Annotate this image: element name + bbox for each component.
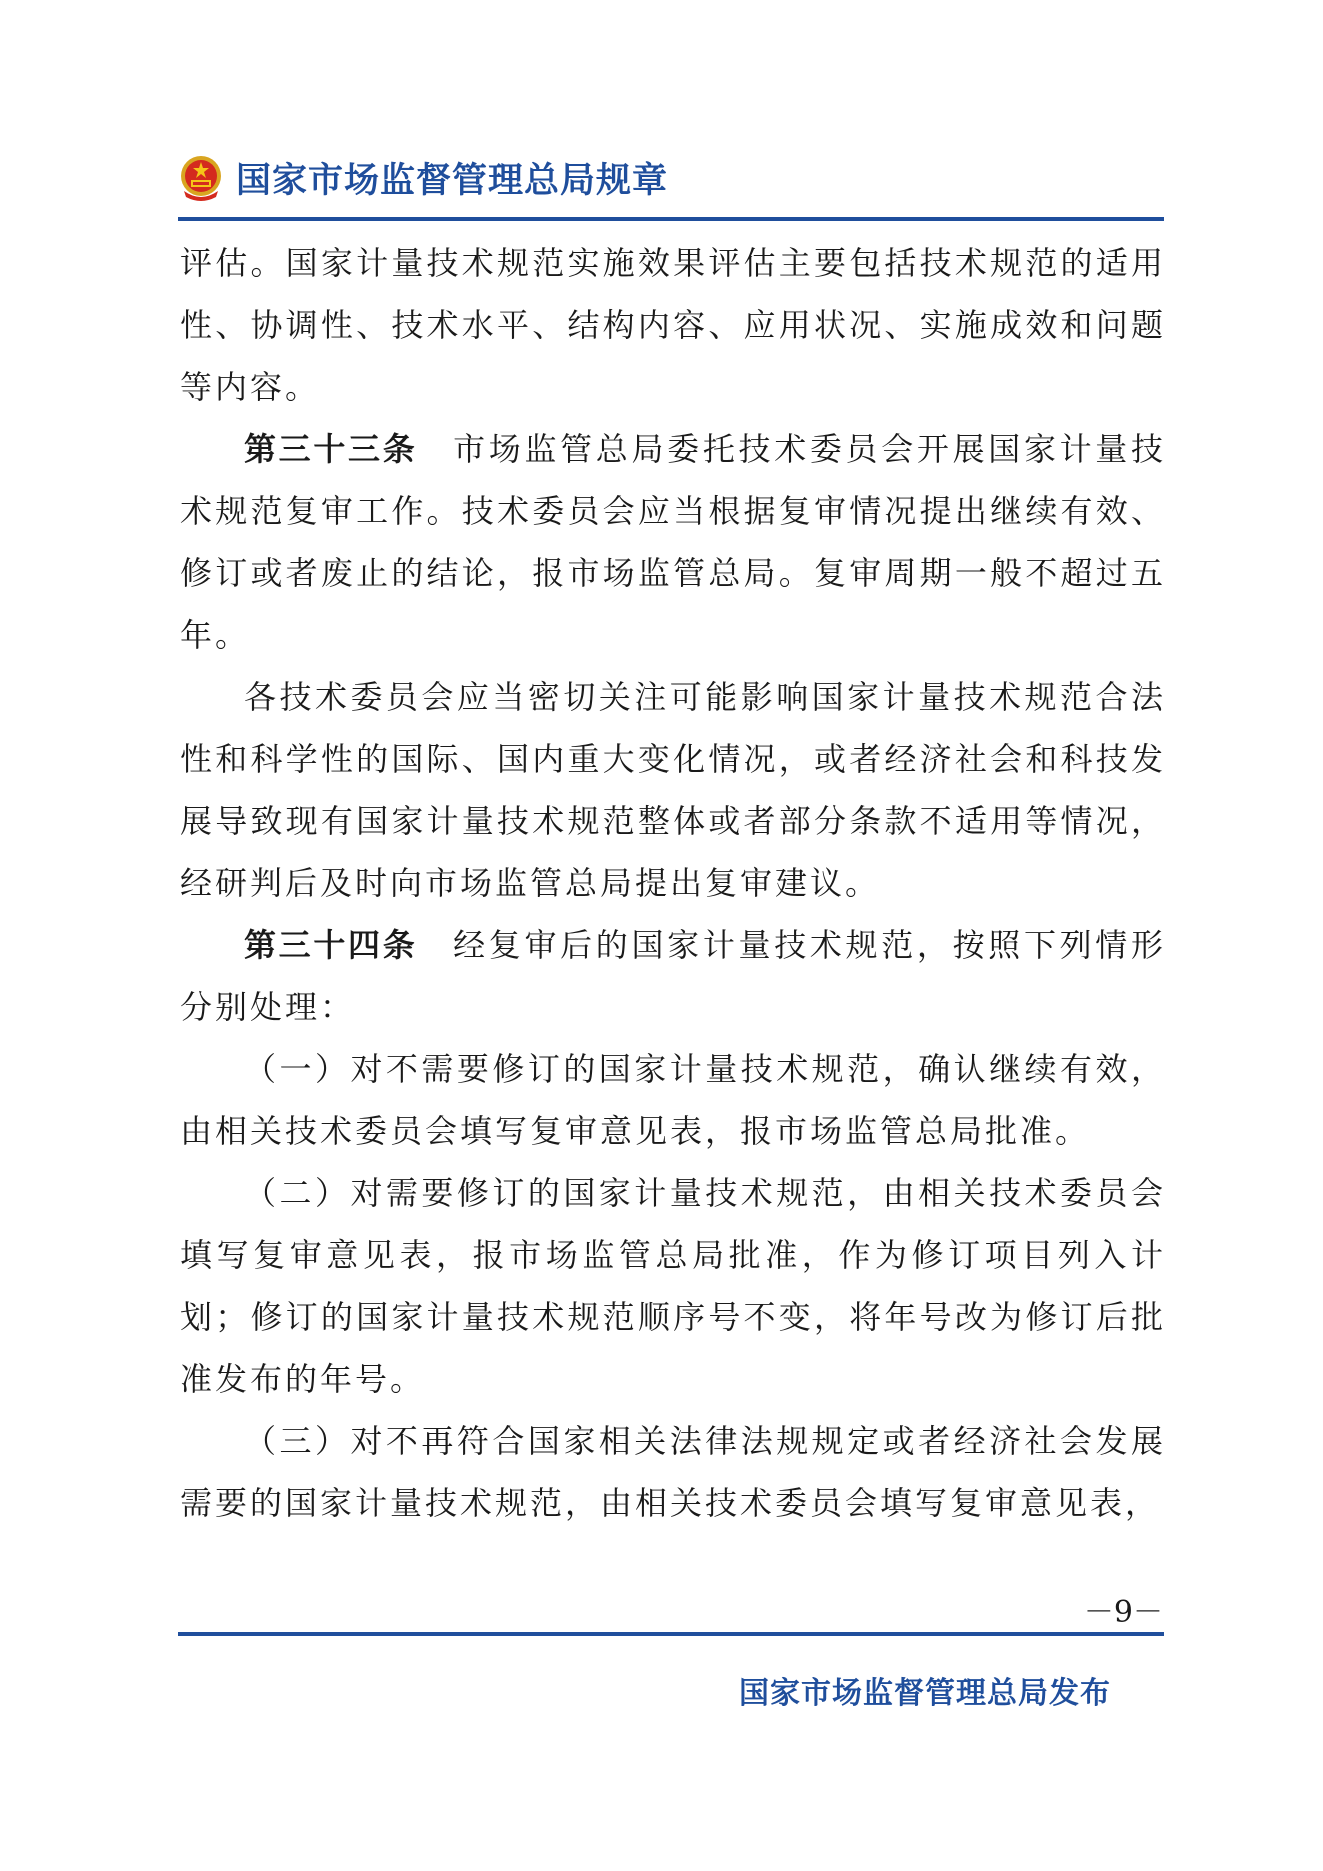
paragraph-text: 经复审后的国家计量技术规范，按照下列情形分别处理： [180, 926, 1166, 1026]
article-paragraph [180, 418, 1166, 666]
list-item [180, 1410, 1166, 1534]
national-emblem-icon [176, 153, 226, 203]
paragraph [180, 232, 1166, 418]
header-title: 国家市场监督管理总局规章 [236, 161, 669, 201]
list-item [180, 1162, 1166, 1410]
page-header [176, 146, 668, 210]
list-item [180, 1038, 1166, 1162]
paragraph-text: （一）对不需要修订的国家计量技术规范，确认继续有效，由相关技术委员会填写复审意见表，报市场监管总局批准。 [180, 1050, 1166, 1150]
footer-title: 国家市场监督管理总局发布 [739, 1676, 1111, 1711]
paragraph [180, 666, 1166, 914]
paragraph-text: 市场监管总局委托技术委员会开展国家计量技术规范复审工作。技术委员会应当根据复审情况提出继续有效、修订或者废止的结论，报市场监管总局。复审周期一般不超过五年。 [180, 430, 1166, 654]
paragraph-text: 评估。国家计量技术规范实施效果评估主要包括技术规范的适用性、协调性、技术水平、结构内容、应用状况、实施成效和问题等内容。 [180, 244, 1166, 406]
paragraph-text: （二）对需要修订的国家计量技术规范，由相关技术委员会填写复审意见表，报市场监管总局批准，作为修订项目列入计划；修订的国家计量技术规范顺序号不变，将年号改为修订后批准发布的年号。 [180, 1174, 1166, 1398]
footer-divider [178, 1632, 1164, 1636]
page-number: －9－ [1083, 1595, 1163, 1630]
article-paragraph [180, 914, 1166, 1038]
article-number: 第三十四条 [244, 926, 418, 964]
document-body [180, 232, 1166, 1534]
article-number: 第三十三条 [244, 430, 418, 468]
paragraph-text: 各技术委员会应当密切关注可能影响国家计量技术规范合法性和科学性的国际、国内重大变化情况，或者经济社会和科技发展导致现有国家计量技术规范整体或者部分条款不适用等情况，经研判后及时向市场监管总局提出复审建议。 [180, 678, 1166, 902]
paragraph-text: （三）对不再符合国家相关法律法规规定或者经济社会发展需要的国家计量技术规范，由相关技术委员会填写复审意见表， [180, 1422, 1166, 1522]
header-divider [178, 217, 1164, 221]
